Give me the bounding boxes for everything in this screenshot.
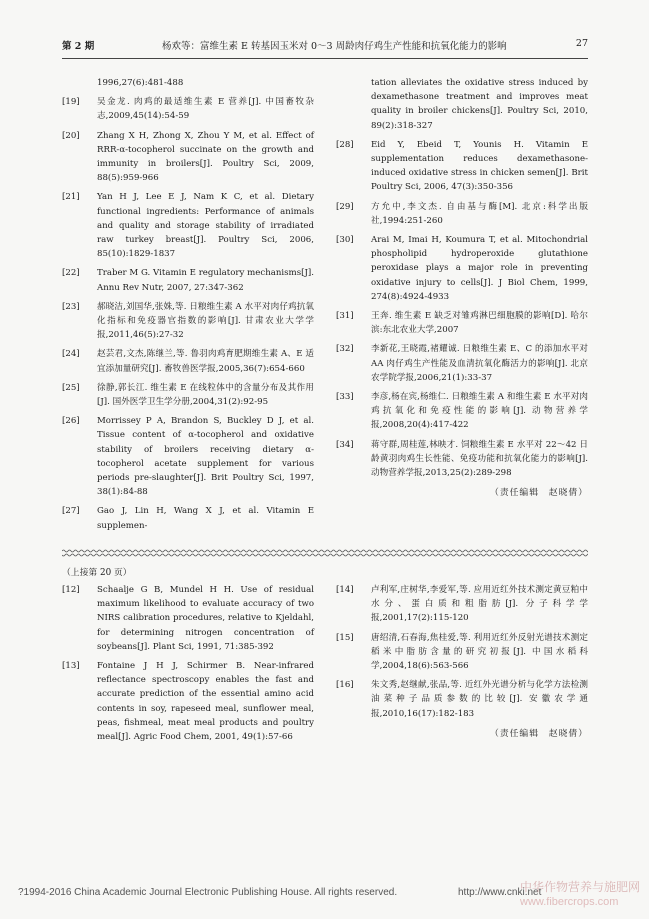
reference-item bbox=[336, 438, 588, 481]
reference-item bbox=[336, 200, 588, 228]
reference-item bbox=[62, 583, 314, 654]
issue-label: 第 2 期 bbox=[62, 41, 95, 52]
reference-number: [29] bbox=[336, 201, 354, 212]
running-title: 杨欢等：富维生素 E 转基因玉米对 0～3 周龄肉仔鸡生产性能和抗氧化能力的影响 bbox=[162, 41, 507, 52]
reference-text: 1996,27(6):481-488 bbox=[97, 78, 184, 88]
wavy-line-icon bbox=[62, 552, 588, 558]
reference-text: 蒋守群,周桂莲,林映才. 饲粮维生素 E 水平对 22～42 日龄黄羽肉鸡生长性能、免疫功能和抗氧化能力的影响[J]. 动物营养学报,2013,25(2):289-298 bbox=[371, 439, 588, 479]
reference-text: 徐静,郭长江. 维生素 E 在线粒体中的含量分布及其作用[J]. 国外医学卫生学分册,2004,31(2):92-95 bbox=[97, 382, 314, 408]
watermark-url: www.fibercrops.com bbox=[520, 896, 619, 908]
continued-from-label: （上接第 20 页） bbox=[62, 568, 132, 578]
reference-number: [20] bbox=[62, 130, 80, 141]
reference-item bbox=[336, 76, 588, 133]
reference-text: Traber M G. Vitamin E regulatory mechanisms[J]. Annu Rev Nutr, 2007, 27:347-362 bbox=[97, 268, 314, 293]
reference-text: Yan H J, Lee E J, Nam K C, et al. Dietary functional ingredients: Performance of animals and quality and storage stability of irradiated raw turkey breast[J]. Poultry Sci, 2006, 85(10):1829-1837 bbox=[97, 192, 314, 260]
reference-text: Eid Y, Ebeid T, Younis H. Vitamin E supplementation reduces dexamethasone-induced oxidative stress in chicken semen[J]. Brit Poultry Sci, 2006, 47(3):350-356 bbox=[371, 139, 588, 193]
reference-number: [33] bbox=[336, 392, 354, 403]
reference-item bbox=[62, 414, 314, 499]
reference-item bbox=[336, 233, 588, 304]
reference-text: Zhang X H, Zhong X, Zhou Y M, et al. Effect of RRR-α-tocopherol succinate on the growth and immunity in broilers[J]. Poultry Sci, 2009, 88(5):959-966 bbox=[97, 130, 314, 184]
watermark-logo-text: 中华作物营养与施肥网 bbox=[520, 880, 641, 894]
reference-text: 赵芸君,文杰,陈继兰,等. 鲁羽肉鸡育肥期维生素 A、E 适宜添加量研究[J]. 畜牧兽医学报,2005,36(7):654-660 bbox=[97, 349, 314, 374]
reference-item bbox=[62, 76, 314, 90]
header-rule bbox=[62, 58, 588, 59]
reference-text: 王奔. 维生素 E 缺乏对雏鸡淋巴细胞膜的影响[D]. 哈尔滨:东北农业大学,2007 bbox=[371, 311, 588, 336]
reference-column-left-bottom bbox=[62, 583, 314, 749]
reference-number: [32] bbox=[336, 344, 354, 355]
reference-item bbox=[336, 309, 588, 337]
reference-text: Morrissey P A, Brandon S, Buckley D J, et al. Tissue content of α-tocopherol and oxidative stability of broilers receiving dietary α-tocopherol acetate supplement for various periods pre-slaughter[J]. Brit Poultry Sci, 1997, 38(1):84-88 bbox=[97, 416, 314, 498]
reference-number: [26] bbox=[62, 416, 80, 427]
reference-text: 朱文秀,赵继献,张品,等. 近红外光谱分析与化学方法检测油菜种子品质参数的比较[J]. 安徽农学通报,2010,16(17):182-183 bbox=[371, 680, 588, 719]
reference-text: 郝晓洁,刘国华,张姝,等. 日粮维生素 A 水平对肉仔鸡抗氧化指标和免疫器官指数的影响[J]. 甘肃农业大学学报,2011,46(5):27-32 bbox=[97, 301, 314, 341]
reference-item bbox=[62, 347, 314, 375]
reference-item bbox=[62, 300, 314, 343]
reference-text: 唐绍清,石春海,焦桂爱,等. 利用近红外反射光谱技术测定稻米中脂肪含量的研究初报[J]. 中国水稻科学,2004,18(6):563-566 bbox=[371, 632, 588, 672]
reference-item bbox=[62, 504, 314, 532]
reference-text: Schaalje G B, Mundel H H. Use of residual maximum likelihood to evaluate accuracy of two NIRS calibration procedures, relative to Kjeldahl, for determining nitrogen concentration of soybeans[J]. Plant Sci, 1991, 71:385-392 bbox=[97, 585, 314, 652]
running-header bbox=[62, 38, 588, 56]
reference-text: Arai M, Imai H, Koumura T, et al. Mitochondrial phospholipid hydroperoxide glutathione peroxidase plays a major role in preventing oxidative injury to cells[J]. J Biol Chem, 1999, 274(8):4924-4933 bbox=[371, 235, 588, 302]
reference-number: [19] bbox=[62, 97, 80, 108]
cnki-link[interactable]: http://www.cnki.net bbox=[458, 887, 542, 898]
reference-item bbox=[336, 583, 588, 626]
reference-number: [23] bbox=[62, 301, 80, 312]
reference-number: [30] bbox=[336, 235, 354, 246]
reference-text: Fontaine J H J, Schirmer B. Near-infrared reflectance spectroscopy enables the fast and accurate prediction of the essential amino acid contents in soy, rapeseed meal, sunflower meal, peas, fishmeal, meat meal products and poultry meal[J]. Agric Food Chem, 2001, 49(1):57-66 bbox=[97, 661, 314, 743]
reference-item bbox=[336, 138, 588, 195]
reference-number: [13] bbox=[62, 661, 80, 672]
reference-number: [27] bbox=[62, 506, 80, 517]
reference-item bbox=[62, 190, 314, 261]
reference-item bbox=[62, 95, 314, 123]
reference-number: [12] bbox=[62, 585, 80, 595]
reference-text: 李新花,王晓霞,褚耀诚. 日粮维生素 E、C 的添加水平对 AA 肉仔鸡生产性能及血清抗氧化酶活力的影响[J]. 北京农学院学报,2006,21(1):33-37 bbox=[371, 344, 588, 383]
editor-credit: （责任编辑 赵晓倩） bbox=[490, 488, 588, 499]
reference-number: [28] bbox=[336, 139, 354, 150]
reference-item bbox=[62, 659, 314, 744]
reference-number: [14] bbox=[336, 585, 354, 595]
reference-item bbox=[336, 390, 588, 433]
reference-text: 吴金龙. 肉鸡的最适维生素 E 营养[J]. 中国畜牧杂志,2009,45(14):54-59 bbox=[97, 97, 314, 122]
section-separator bbox=[62, 552, 588, 558]
reference-item bbox=[62, 129, 314, 186]
reference-number: [31] bbox=[336, 311, 354, 322]
copyright-text: ?1994-2016 China Academic Journal Electronic Publishing House. All rights reserved. bbox=[18, 887, 398, 898]
editor-credit: （责任编辑 赵晓倩） bbox=[490, 728, 588, 739]
reference-number: [15] bbox=[336, 632, 354, 643]
reference-text: tation alleviates the oxidative stress induced by dexamethasone treatment and improves meat quality in broiler chickens[J]. Poultry Sci, 2010, 89(2):318-327 bbox=[371, 78, 588, 131]
reference-number: [24] bbox=[62, 349, 80, 360]
reference-text: 卢利军,庄树华,李爱军,等. 应用近红外技术测定黄豆粕中水分、蛋白质和粗脂肪[J]. 分子科学学报,2001,17(2):115-120 bbox=[371, 585, 588, 624]
reference-item bbox=[336, 678, 588, 721]
reference-number: [34] bbox=[336, 439, 354, 450]
reference-number: [21] bbox=[62, 192, 80, 203]
reference-column-right-bottom bbox=[336, 583, 588, 739]
reference-text: 李彦,杨在宾,杨维仁. 日粮维生素 A 和维生素 E 水平对肉鸡抗氧化和免疫性能的影响[J]. 动物营养学报,2008,20(4):417-422 bbox=[371, 392, 588, 431]
reference-text: 方允中,李文杰. 自由基与酶[M]. 北京:科学出版社,1994:251-260 bbox=[371, 201, 588, 226]
reference-number: [16] bbox=[336, 680, 354, 691]
reference-number: [25] bbox=[62, 382, 80, 393]
reference-item bbox=[336, 631, 588, 674]
reference-column-left bbox=[62, 76, 314, 538]
reference-number: [22] bbox=[62, 268, 80, 279]
reference-text: Gao J, Lin H, Wang X J, et al. Vitamin E supplemen- bbox=[97, 506, 314, 531]
reference-column-right bbox=[336, 76, 588, 498]
reference-item bbox=[62, 266, 314, 294]
reference-item bbox=[62, 381, 314, 409]
page-number: 27 bbox=[575, 38, 588, 49]
reference-item bbox=[336, 342, 588, 385]
